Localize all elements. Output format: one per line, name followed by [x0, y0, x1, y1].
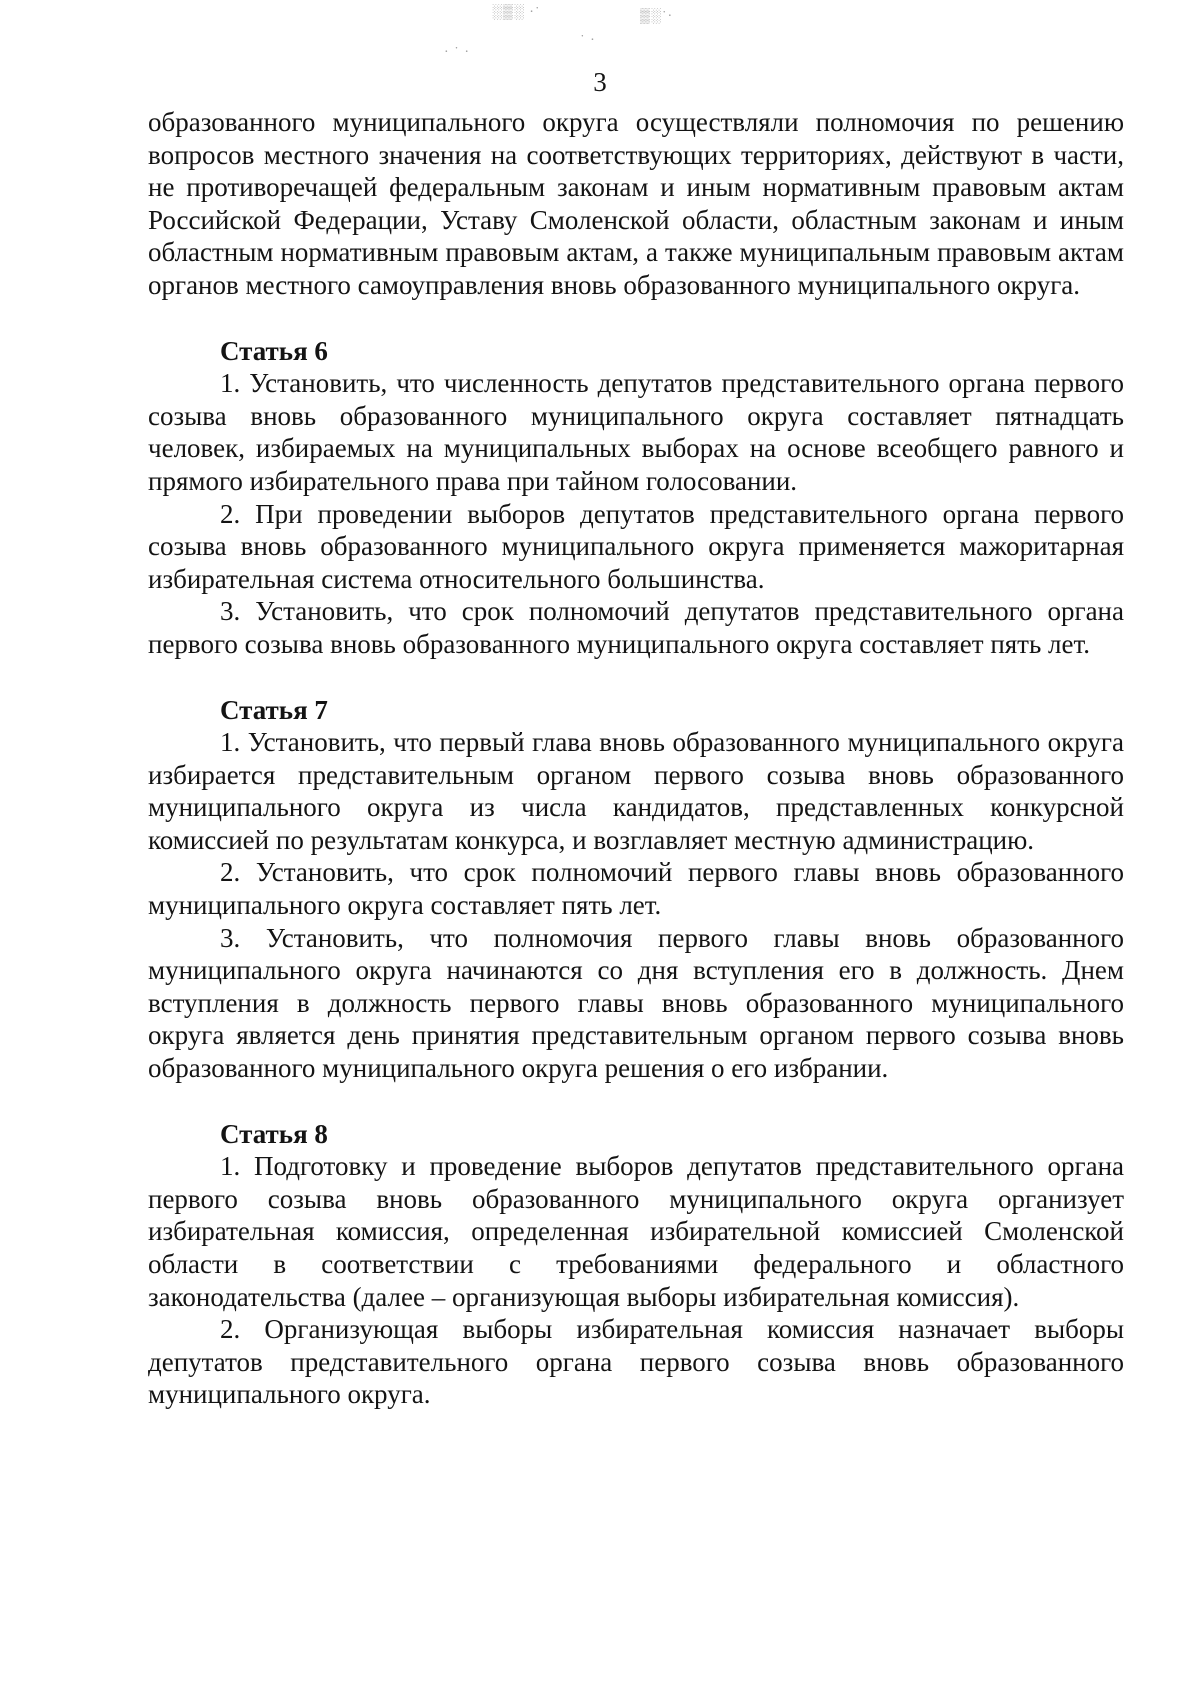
article-paragraph: 1. Установить, что численность депутатов представительного органа первого созыва вновь образованного муниципального округа составляет пятнадцать человек, избираемых на муниципальных выборах на основе всеобщего равного и прямого избирательного права при тайном голосовании.: [148, 368, 1124, 496]
scan-noise: ˙ ·: [580, 33, 596, 48]
scan-noise: · ˙ ·: [444, 45, 470, 60]
article-7: [148, 694, 1124, 1085]
article-8: [148, 1118, 1124, 1411]
article-paragraph: 2. Организующая выборы избирательная комиссия назначает выборы депутатов представительного органа первого созыва вновь образованного муниципального округа.: [148, 1314, 1124, 1410]
page-number: 3: [593, 67, 607, 97]
article-heading: Статья 7: [220, 694, 328, 725]
article-paragraph: 2. Установить, что срок полномочий первого главы вновь образованного муниципального округа составляет пять лет.: [148, 857, 1124, 921]
article-paragraph: 1. Подготовку и проведение выборов депутатов представительного органа первого созыва вновь образованного муниципального округа организует избирательная комиссия, определенная избирательной комиссией Смоленской области в соответствии с требованиями федерального и областного законодательства (далее – организующая выборы избирательная комиссия).: [148, 1151, 1124, 1312]
document-body: [148, 106, 1124, 1411]
article-heading: Статья 8: [220, 1118, 328, 1149]
intro-paragraph: образованного муниципального округа осуществляли полномочия по решению вопросов местного значения на соответствующих территориях, действуют в части, не противоречащей федеральным законам и иным нормативным правовым актам Российской Федерации, Уставу Смоленской области, областным законам и иным областным нормативным правовым актам, а также муниципальным правовым актам органов местного самоуправления вновь образованного муниципального округа.: [148, 107, 1124, 300]
article-6: [148, 335, 1124, 661]
article-paragraph: 3. Установить, что срок полномочий депутатов представительного органа первого созыва вновь образованного муниципального округа составляет пять лет.: [148, 596, 1124, 659]
scan-noise: ▒░˙·: [640, 9, 674, 24]
article-paragraph: 1. Установить, что первый глава вновь образованного муниципального округа избирается представительным органом первого созыва вновь образованного муниципального округа из числа кандидатов, представленных конкурсной комиссией по результатам конкурса, и возглавляет местную администрацию.: [148, 727, 1124, 855]
article-heading: Статья 6: [220, 335, 328, 366]
article-paragraph: 2. При проведении выборов депутатов представительного органа первого созыва вновь образованного муниципального округа применяется мажоритарная избирательная система относительного большинства.: [148, 498, 1124, 594]
article-paragraph: 3. Установить, что полномочия первого главы вновь образованного муниципального округа начинаются со дня вступления его в должность. Днем вступления в должность первого главы вновь образованного муниципального округа является день принятия представительным органом первого созыва вновь образованного муниципального округа решения о его избрании.: [148, 922, 1124, 1084]
scan-noise: ░▒░ ·˙: [492, 5, 541, 20]
